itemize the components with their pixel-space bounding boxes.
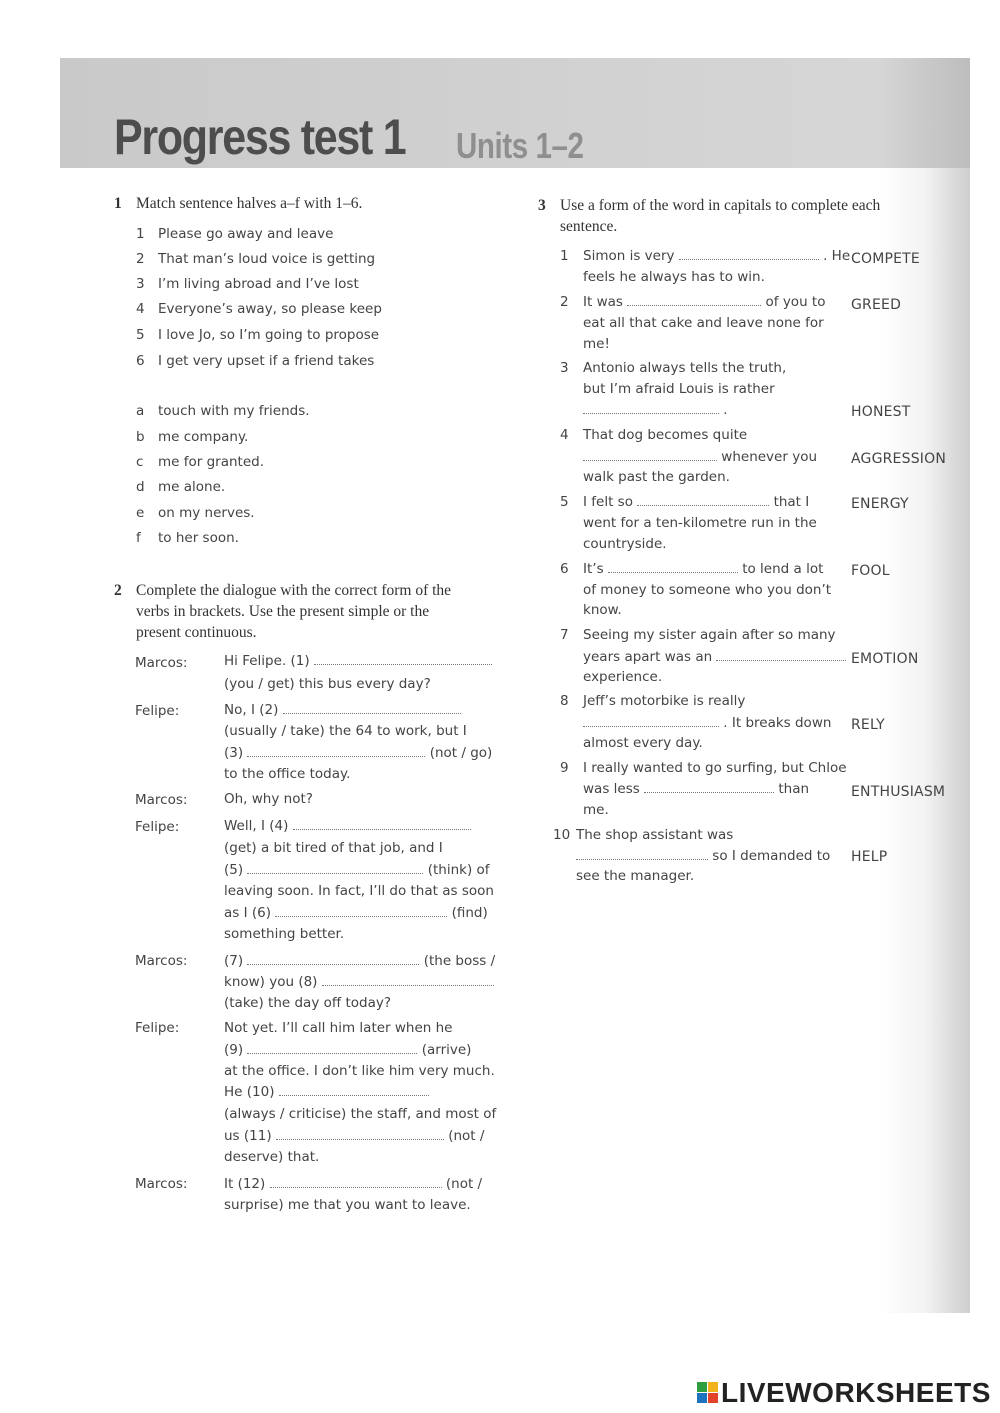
ex2-instruction: 2 Complete the dialogue with the correct form of the verbs in brackets. Use the present simple or the present continuous. (114, 582, 452, 641)
ex3-gap-6[interactable] (608, 563, 738, 573)
gap-7[interactable] (247, 955, 419, 965)
ex3-gap-7[interactable] (716, 651, 846, 661)
dialogue-line: (3) (not / go) (224, 745, 493, 761)
ex3-line: That dog becomes quite (583, 427, 748, 443)
ex3-item-number: 3 (560, 360, 569, 376)
units-subtitle: Units 1–2 (456, 125, 584, 166)
ex3-instruction: 3 Use a form of the word in capitals to complete each sentence. (538, 197, 881, 235)
ex3-line: . (583, 400, 728, 421)
speaker-marcos: Marcos: (135, 792, 188, 808)
ex3-capital-word: AGGRESSION (851, 451, 946, 467)
dialogue-line: Hi Felipe. (1) (224, 651, 492, 672)
title-text: Progress test 1 (114, 109, 406, 165)
ex3-line: I felt so that I (583, 494, 810, 510)
dialogue-line: (always / criticise) the staff, and most of (224, 1106, 497, 1122)
ex3-line: see the manager. (576, 868, 695, 884)
gap-3[interactable] (247, 747, 425, 757)
dialogue-line: to the office today. (224, 766, 351, 782)
ex3-line: so I demanded to (576, 846, 830, 867)
speaker-marcos: Marcos: (135, 655, 188, 671)
ex3-item-number: 6 (560, 561, 569, 577)
dialogue-line: (9) (arrive) (224, 1042, 472, 1058)
ex3-line: me! (583, 336, 610, 352)
dialogue-line: (usually / take) the 64 to work, but I (224, 723, 467, 739)
dialogue-line: (5) (think) of (224, 862, 490, 878)
ex3-item-number: 10 (553, 827, 571, 843)
ex3-line: but I’m afraid Louis is rather (583, 381, 775, 397)
ex3-line: was less than (583, 781, 810, 797)
ex3-capital-word: RELY (851, 717, 885, 733)
ex3-line: experience. (583, 669, 663, 685)
dialogue-line: Oh, why not? (224, 791, 313, 807)
ex3-capital-word: ENTHUSIASM (851, 784, 946, 800)
gap-8[interactable] (322, 976, 494, 986)
ex3-line: Antonio always tells the truth, (583, 360, 787, 376)
dialogue-line: It (12) (not / (224, 1176, 483, 1192)
speaker-marcos: Marcos: (135, 953, 188, 969)
ex3-line: know. (583, 602, 622, 618)
gap-9[interactable] (247, 1044, 417, 1054)
ex3-line: It was of you to (583, 294, 826, 310)
ex3-capital-word: EMOTION (851, 651, 919, 667)
ex3-line: Jeff’s motorbike is really (583, 693, 746, 709)
ex3-line: years apart was an (583, 647, 846, 668)
ex3-capital-word: GREED (851, 297, 902, 313)
ex3-gap-8[interactable] (583, 717, 719, 727)
ex3-line: me. (583, 802, 609, 818)
ex3-gap-4[interactable] (583, 451, 717, 461)
ex3-line: almost every day. (583, 735, 703, 751)
ex3-item-number: 1 (560, 248, 569, 264)
ex3-line: . It breaks down (583, 713, 831, 734)
dialogue-line: Well, I (4) (224, 816, 471, 837)
ex3-line: walk past the garden. (583, 469, 730, 485)
dialogue-line: He (10) (224, 1082, 429, 1103)
gap-5[interactable] (247, 864, 423, 874)
dialogue-line: surprise) me that you want to leave. (224, 1197, 471, 1213)
brand-text: LIVEWORKSHEETS (721, 1377, 991, 1408)
gap-12[interactable] (270, 1178, 442, 1188)
ex3-line: countryside. (583, 536, 667, 552)
ex3-capital-word: FOOL (851, 563, 890, 579)
dialogue-line: us (11) (not / (224, 1128, 485, 1144)
ex3-item-number: 9 (560, 760, 569, 776)
dialogue-line: (get) a bit tired of that job, and I (224, 840, 443, 856)
ex3-line: eat all that cake and leave none for (583, 315, 824, 331)
dialogue-line: Not yet. I’ll call him later when he (224, 1020, 453, 1036)
dialogue-line: something better. (224, 926, 345, 942)
ex3-item-number: 7 (560, 627, 569, 643)
dialogue-line: No, I (2) (224, 700, 461, 721)
gap-10[interactable] (279, 1086, 429, 1096)
ex3-item-number: 2 (560, 294, 569, 310)
ex1-instruction-text: Match sentence halves a–f with 1–6. (136, 195, 363, 212)
dialogue-line: (you / get) this bus every day? (224, 676, 431, 692)
ex3-gap-9[interactable] (644, 783, 774, 793)
ex3-line: went for a ten-kilometre run in the (583, 515, 817, 531)
dialogue-line: deserve) that. (224, 1149, 320, 1165)
ex3-item-number: 8 (560, 693, 569, 709)
ex1-instruction (114, 193, 514, 214)
ex2-number: 2 (114, 582, 122, 599)
gap-2[interactable] (283, 704, 461, 714)
dialogue-line: as I (6) (find) (224, 905, 488, 921)
dialogue-line: (7) (the boss / (224, 953, 496, 969)
ex3-capital-word: HELP (851, 849, 888, 865)
ex3-gap-5[interactable] (637, 496, 769, 506)
gap-6[interactable] (275, 907, 447, 917)
ex3-item-number: 5 (560, 494, 569, 510)
ex3-line: of money to someone who you don’t (583, 582, 832, 598)
ex3-capital-word: HONEST (851, 404, 911, 420)
gap-4[interactable] (293, 820, 471, 830)
ex3-gap-3[interactable] (583, 404, 719, 414)
ex3-gap-1[interactable] (679, 250, 819, 260)
ex3-line: whenever you (583, 447, 817, 468)
ex3-line: Simon is very . He (583, 248, 851, 264)
ex3-line: The shop assistant was (576, 827, 734, 843)
ex3-line: Seeing my sister again after so many (583, 627, 836, 643)
gap-1[interactable] (314, 655, 492, 665)
ex1-number: 1 (114, 195, 122, 212)
dialogue-line: leaving soon. In fact, I’ll do that as soon (224, 883, 494, 899)
dialogue-line: know) you (8) (224, 972, 494, 993)
page-title (114, 108, 584, 166)
speaker-felipe: Felipe: (135, 703, 180, 719)
dialogue-line: (take) the day off today? (224, 995, 392, 1011)
ex3-line: I really wanted to go surfing, but Chloe (583, 760, 847, 776)
ex3-line: feels he always has to win. (583, 269, 765, 285)
ex3-capital-word: ENERGY (851, 496, 909, 512)
ex3-line: It’s to lend a lot (583, 561, 824, 577)
ex3-gap-2[interactable] (627, 296, 761, 306)
speaker-marcos: Marcos: (135, 1176, 188, 1192)
ex3-capital-word: COMPETE (851, 251, 920, 267)
gap-11[interactable] (276, 1130, 444, 1140)
ex3-item-number: 4 (560, 427, 569, 443)
speaker-felipe: Felipe: (135, 819, 180, 835)
ex3-gap-10[interactable] (576, 850, 708, 860)
speaker-felipe: Felipe: (135, 1020, 180, 1036)
dialogue-line: at the office. I don’t like him very much. (224, 1063, 495, 1079)
ex3-number: 3 (538, 197, 546, 214)
